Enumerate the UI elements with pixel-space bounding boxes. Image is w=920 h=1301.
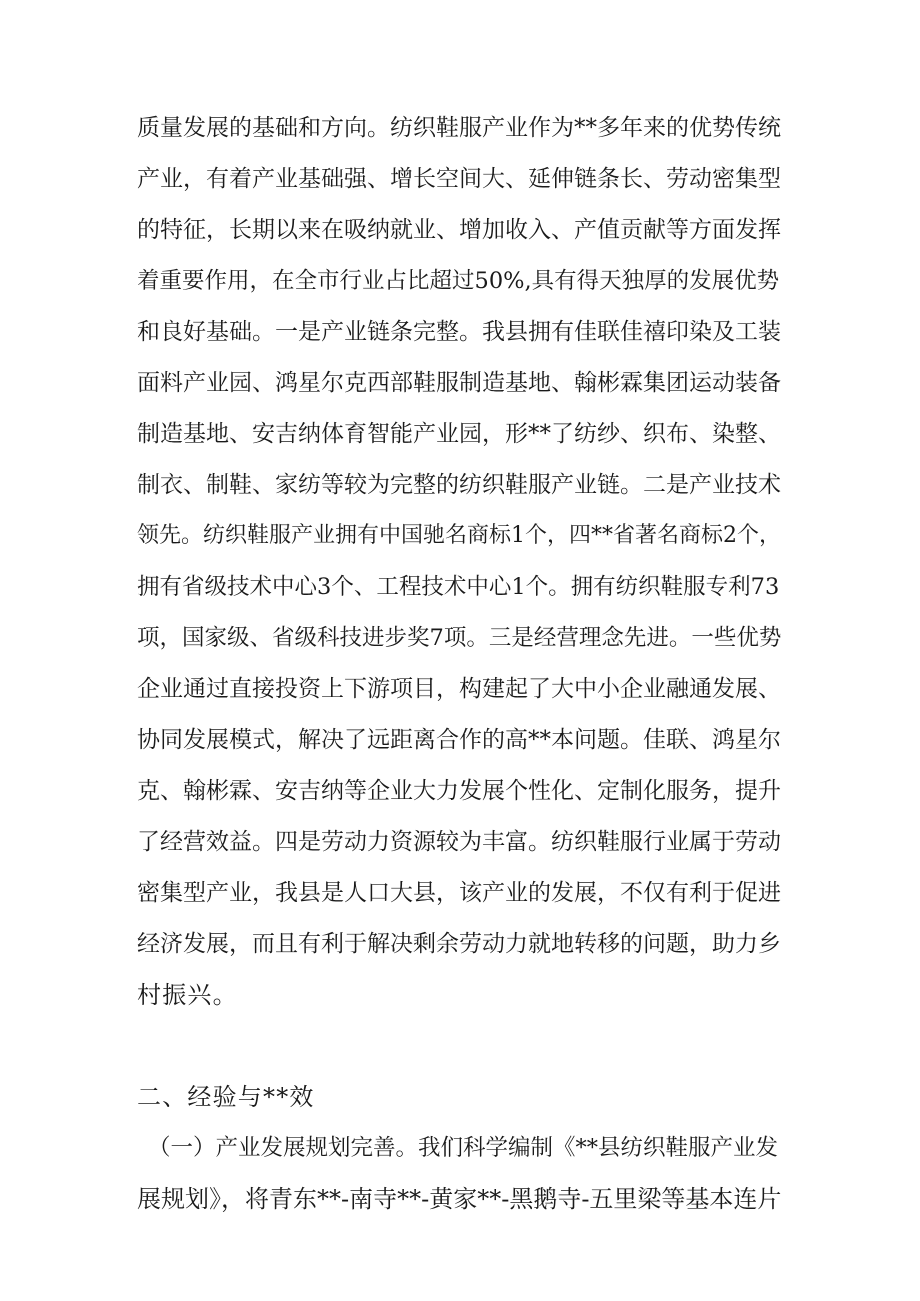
section-heading: 二、经验与**效 [137,1083,315,1111]
paragraph-line: 领先。纺织鞋服产业拥有中国驰名商标1个，四**省著名商标2个， [137,523,781,548]
paragraph-line: （一）产业发展规划完善。我们科学编制《**县纺织鞋服产业发 [148,1135,779,1161]
paragraph-line: 制造基地、安吉纳体育智能产业园，形**了纺纱、织布、染整、 [137,421,781,447]
paragraph-line: 产业，有着产业基础强、增长空间大、延伸链条长、劳动密集型 [137,166,781,192]
paragraph-line: 展规划》，将青东**-南寺**-黄家**-黑鹅寺-五里梁等基本连片 [137,1185,782,1213]
paragraph-line: 面料产业园、鸿星尔克西部鞋服制造基地、翰彬霖集团运动装备 [137,370,781,396]
paragraph-line: 项，国家级、省级科技进步奖7项。三是经营理念先进。一些优势 [137,625,782,651]
paragraph-line: 质量发展的基础和方向。纺织鞋服产业作为**多年来的优势传统 [137,115,781,141]
paragraph-line: 克、翰彬霖、安吉纳等企业大力发展个性化、定制化服务，提升 [137,778,781,804]
paragraph-line: 和良好基础。一是产业链条完整。我县拥有佳联佳禧印染及工装 [137,319,781,345]
paragraph-line: 密集型产业，我县是人口大县，该产业的发展，不仅有利于促进 [137,880,781,906]
paragraph-line: 拥有省级技术中心3个、工程技术中心1个。拥有纺织鞋服专利73 [137,574,780,600]
paragraph-line: 企业通过直接投资上下游项目，构建起了大中小企业融通发展、 [137,676,781,702]
paragraph-line: 了经营效益。四是劳动力资源较为丰富。纺织鞋服行业属于劳动 [137,829,781,855]
paragraph-line: 制衣、制鞋、家纺等较为完整的纺织鞋服产业链。二是产业技术 [137,472,781,498]
paragraph-line: 的特征，长期以来在吸纳就业、增加收入、产值贡献等方面发挥 [137,217,781,243]
paragraph-line: 经济发展，而且有利于解决剩余劳动力就地转移的问题，助力乡 [137,931,781,957]
paragraph-line: 协同发展模式，解决了远距离合作的高**本问题。佳联、鸿星尔 [137,727,781,753]
paragraph-line: 着重要作用，在全市行业占比超过50%,具有得天独厚的发展优势 [137,268,780,294]
paragraph-line: 村振兴。 [137,981,238,1009]
